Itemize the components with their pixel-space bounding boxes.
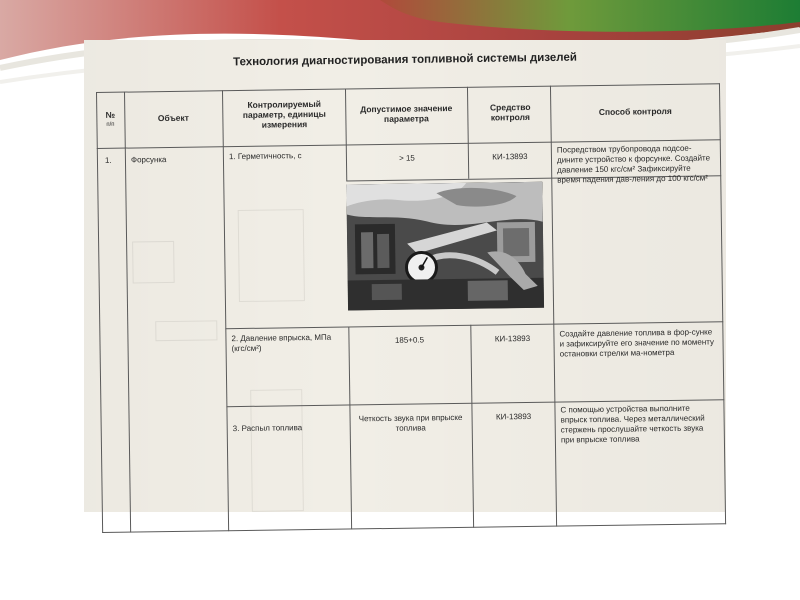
subrow-3-parameter: 3. Распыл топлива	[232, 423, 303, 434]
subrow-3-tool: КИ-13893	[495, 411, 532, 422]
subrow-3-method: С помощью устройства выполните впрыск топлива. Через металлический стержень прослушайте четкость звука при впрыске топлива	[560, 403, 705, 445]
header-parameter: Контролируемый параметр, единицы измерения	[242, 98, 326, 130]
subrow-2-parameter: 2. Давление впрыска, МПа (кгс/см²)	[231, 332, 332, 354]
subrow-2-tool: КИ-13893	[494, 333, 531, 344]
header-allowed-value: Допустимое значение параметра	[360, 103, 453, 124]
subrow-2-allowed: 185+0.5	[394, 335, 425, 345]
document-title: Технология диагностирования топливной системы дизелей	[233, 51, 577, 69]
header-number-sub: п/п	[106, 121, 115, 128]
subrow-1-allowed: > 15	[398, 153, 415, 163]
subrow-2-method: Создайте давление топлива в фор-сунке и зафиксируйте его значение по моменту остановки стрелки ма-нометра	[559, 327, 715, 359]
diagnostics-table	[96, 83, 726, 534]
subrow-1-parameter: 1. Герметичность, с	[228, 151, 302, 162]
header-control-tool: Средство контроля	[489, 101, 531, 123]
header-control-method: Способ контроля	[598, 105, 672, 117]
header-number	[96, 110, 124, 130]
header-number-main: №	[105, 109, 116, 120]
subrow-3-allowed: Четкость звука при впрыске топлива	[358, 412, 463, 433]
header-object: Объект	[157, 112, 189, 124]
subrow-1-tool: КИ-13893	[492, 151, 528, 162]
subrow-1-method: Посредством трубопровода подсое-дините устройство к форсунке. Создайте давление 150 кгс/см² Зафиксируйте время падения дав-ления до 100 кгс/см²	[556, 143, 711, 185]
row-object: Форсунка	[130, 155, 167, 165]
engine-photo-icon	[346, 182, 544, 311]
scanned-document	[84, 40, 726, 512]
row-number: 1.	[104, 155, 112, 165]
